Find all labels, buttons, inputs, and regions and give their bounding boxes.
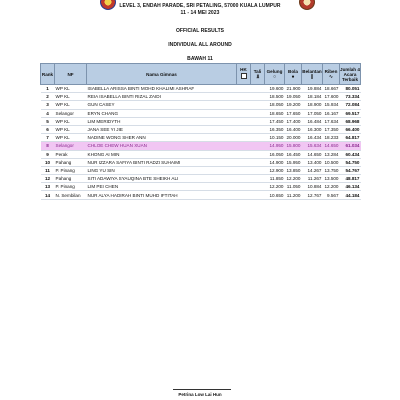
cell-rank: 13	[41, 183, 55, 191]
cell-empty	[251, 109, 265, 117]
cell-riben: 17.350	[324, 127, 339, 133]
cell-bola: 11.050	[285, 183, 302, 191]
cell-empty	[237, 134, 251, 142]
cell-nf: WP KL	[55, 134, 87, 142]
cell-name: GUN CASEY	[87, 101, 237, 109]
cell-nf: Selangor	[55, 142, 87, 150]
cell-empty	[251, 166, 265, 174]
cell-riben: 10.500	[324, 159, 339, 165]
cell-riben: 13.284	[324, 151, 339, 157]
col-tali-label: Tali	[253, 68, 262, 74]
signature-line	[173, 389, 231, 390]
cell-total: 72.084	[340, 101, 361, 109]
cell-name: SITI ADAWIYA SYAUQINA BTE SHEIKH ALI	[87, 175, 237, 183]
col-hk-label: HK	[240, 67, 247, 72]
cell-riben: 13.750	[324, 167, 339, 173]
cell-gelung: 16.350	[265, 125, 285, 133]
cell-empty	[237, 166, 251, 174]
cell-gelung: 16.050	[265, 150, 285, 158]
table-row	[41, 183, 361, 191]
cell-bola: 13.850	[286, 167, 301, 173]
cell-gelung: 10.150	[265, 134, 285, 142]
cell-total: 66.400	[340, 125, 361, 133]
cell-bola: 16.450	[286, 151, 301, 157]
cell-rank: 10	[41, 158, 55, 166]
cell-bola: 15.800	[286, 143, 301, 149]
cell-belantan: 17.050	[302, 109, 323, 117]
cell-empty	[237, 125, 251, 133]
category-title: BAWAH 11	[187, 56, 213, 62]
table-row	[41, 125, 361, 133]
table-row	[41, 93, 361, 101]
cell-nf: WP KL	[55, 117, 87, 125]
cell-bola: 12.200	[286, 176, 301, 182]
col-total-label-2: Acara	[343, 71, 357, 77]
table-row	[41, 101, 361, 109]
cell-gelung: 19.600	[265, 85, 285, 93]
col-tali	[251, 64, 265, 85]
cell-nf: Pahang	[55, 158, 87, 166]
col-hk	[237, 64, 251, 85]
cell-riben: 17.600	[324, 94, 339, 100]
cell-empty	[237, 117, 251, 125]
cell-name: LIM PEI CHEN	[87, 183, 237, 191]
cell-name: NUR ALYA HADIRAH BINTI MUHD IFTITAH	[87, 191, 237, 199]
cell-empty	[237, 93, 251, 101]
cell-rank: 12	[41, 175, 55, 183]
cell-name: KHONG AI MIN	[87, 150, 237, 158]
cell-gelung: 11.850	[265, 175, 285, 183]
col-bola	[285, 64, 302, 85]
cell-riben: 14.650	[324, 143, 339, 149]
col-total	[340, 64, 361, 85]
cell-rank: 6	[41, 125, 55, 133]
cell-belantan: 11.267	[302, 175, 323, 183]
cell-empty	[237, 183, 251, 191]
cell-nf: N. Sembilan	[55, 191, 87, 199]
cell-nf: WP KL	[55, 125, 87, 133]
cell-nf: WP KL	[55, 101, 87, 109]
cell-riben: 16.167	[324, 110, 339, 116]
table-row	[41, 191, 361, 199]
cell-riben: 17.634	[324, 118, 339, 124]
cell-bola: 19.200	[286, 102, 301, 108]
event-dates: 11 - 14 MEI 2023	[180, 10, 220, 16]
cell-empty	[251, 117, 265, 125]
col-rank: Rank	[41, 64, 55, 85]
cell-empty	[251, 134, 265, 142]
col-riben	[323, 64, 340, 85]
hoop-icon: ○	[272, 73, 277, 80]
event-title: INDIVIDUAL ALL AROUND	[168, 42, 232, 48]
cell-empty	[251, 93, 265, 101]
cell-rank: 3	[41, 101, 55, 109]
table-row	[41, 166, 361, 174]
cell-gelung: 18.500	[265, 93, 285, 101]
cell-belantan: 16.300	[302, 125, 323, 133]
cell-total: 73.334	[340, 93, 361, 101]
cell-rank: 9	[41, 150, 55, 158]
cell-riben: 18.667	[324, 86, 339, 92]
col-gelung-label: Gelung	[266, 68, 283, 74]
cell-nf: P. Pinang	[55, 183, 87, 191]
cell-name: ISABELLA ARISSA BINTI MOHD KHALIMI ASHRAF	[87, 85, 237, 93]
cell-belantan: 13.400	[302, 158, 323, 166]
cell-empty	[237, 142, 251, 150]
table-row	[41, 142, 361, 150]
cell-gelung: 12.200	[265, 183, 285, 191]
rope-icon: ⫫	[256, 73, 259, 80]
clubs-icon: ∥	[310, 73, 314, 80]
cell-name: CHLOE CHEW HUAN XUAN	[87, 142, 237, 150]
cell-rank: 1	[41, 85, 55, 93]
cell-rank: 8	[41, 142, 55, 150]
cell-empty	[251, 101, 265, 109]
cell-total: 44.184	[340, 191, 361, 199]
results-body	[41, 85, 361, 200]
cell-nf: P. Pinang	[55, 166, 87, 174]
cell-bola: 17.650	[286, 110, 301, 116]
cell-empty	[237, 150, 251, 158]
cell-total: 46.134	[340, 183, 361, 191]
cell-empty	[237, 158, 251, 166]
cell-bola: 21.900	[286, 86, 301, 92]
cell-name: NUR IZZARA SAFIYA BINTI RADZI SUHAIMI	[87, 158, 237, 166]
cell-gelung: 18.050	[265, 101, 285, 109]
ribbon-icon: ∿	[328, 73, 334, 80]
cell-rank: 7	[41, 134, 55, 142]
cell-belantan: 14.650	[302, 150, 323, 158]
col-riben-label: Riben	[324, 68, 338, 74]
table-header-row	[41, 64, 361, 85]
cell-bola: 17.400	[286, 118, 301, 124]
cell-total: 69.517	[340, 109, 361, 117]
cell-belantan: 15.634	[302, 142, 323, 150]
cell-name: LIM MERIDYTH	[87, 117, 237, 125]
cell-name: REIA ISABELLA BINTI RIZAL ZAIDI	[87, 93, 237, 101]
cell-total: 80.051	[340, 85, 361, 93]
col-gelung	[265, 64, 285, 85]
cell-empty	[251, 125, 265, 133]
cell-riben: 15.934	[324, 102, 339, 108]
cell-belantan: 18.184	[302, 93, 323, 101]
cell-empty	[237, 109, 251, 117]
cell-belantan: 18.900	[302, 101, 323, 109]
cell-gelung: 14.950	[265, 142, 285, 150]
cell-belantan: 16.484	[302, 117, 323, 125]
cell-riben: 18.233	[324, 135, 339, 141]
table-row	[41, 134, 361, 142]
cell-nf: WP KL	[55, 85, 87, 93]
cell-rank: 11	[41, 166, 55, 174]
cell-riben: 13.500	[324, 176, 339, 182]
cell-bola: 15.950	[286, 159, 301, 165]
cell-empty	[251, 150, 265, 158]
cell-bola: 20.000	[286, 135, 301, 141]
official-results-title: OFFICIAL RESULTS	[175, 28, 225, 34]
cell-empty	[251, 158, 265, 166]
cell-belantan: 16.434	[302, 134, 323, 142]
cell-gelung: 12.900	[265, 166, 285, 174]
cell-total: 54.767	[340, 166, 361, 174]
cell-name: ERYN CHANG	[87, 109, 237, 117]
col-belantan-label: Belantan	[302, 68, 322, 74]
cell-empty	[251, 191, 265, 199]
table-row	[41, 109, 361, 117]
cell-total: 54.750	[340, 158, 361, 166]
cell-empty	[251, 142, 265, 150]
signatory-name: Petrina Low Lai Hun	[178, 392, 222, 397]
cell-belantan: 12.767	[302, 191, 323, 199]
cell-belantan: 19.884	[302, 85, 323, 93]
col-total-label-1: Jumlah 4	[340, 66, 360, 72]
cell-empty	[251, 183, 265, 191]
cell-bola: 16.400	[286, 127, 301, 133]
col-bola-label: Bola	[288, 68, 298, 74]
cell-total: 64.817	[340, 134, 361, 142]
cell-name: LING YU SIN	[87, 166, 237, 174]
cell-empty	[237, 85, 251, 93]
cell-empty	[237, 175, 251, 183]
cell-gelung: 18.650	[265, 109, 285, 117]
cell-belantan: 10.884	[302, 183, 323, 191]
cell-total: 60.434	[340, 150, 361, 158]
cell-gelung: 17.450	[265, 117, 285, 125]
cell-empty	[251, 85, 265, 93]
cell-rank: 5	[41, 117, 55, 125]
cell-name: JANA SEE YI JIE	[87, 125, 237, 133]
cell-riben: 9.567	[323, 191, 340, 199]
square-box-icon	[237, 73, 250, 81]
results-table	[40, 63, 361, 200]
cell-bola: 11.200	[285, 191, 302, 199]
table-row	[41, 158, 361, 166]
cell-name: NADINE WONG SHER ANN	[87, 134, 237, 142]
cell-rank: 4	[41, 109, 55, 117]
cell-nf: Pahang	[55, 175, 87, 183]
cell-empty	[237, 101, 251, 109]
ball-icon: ●	[291, 73, 295, 80]
col-total-label-3: Terbaik	[342, 76, 358, 82]
table-row	[41, 150, 361, 158]
col-belantan	[302, 64, 323, 85]
table-row	[41, 85, 361, 93]
cell-total: 68.968	[340, 117, 361, 125]
cell-nf: Perak	[55, 150, 87, 158]
cell-gelung: 14.900	[265, 158, 285, 166]
cell-empty	[237, 191, 251, 199]
cell-rank: 2	[41, 93, 55, 101]
cell-rank: 14	[41, 191, 55, 199]
cell-belantan: 14.267	[302, 166, 323, 174]
col-name: Nama Gimnas	[87, 64, 237, 85]
cell-total: 61.034	[340, 142, 361, 150]
table-row	[41, 117, 361, 125]
cell-riben: 12.200	[324, 184, 339, 190]
cell-nf: WP KL	[55, 93, 87, 101]
cell-bola: 19.050	[286, 94, 301, 100]
cell-nf: Selangor	[55, 109, 87, 117]
col-nf: NF	[55, 64, 87, 85]
table-row	[41, 175, 361, 183]
cell-empty	[251, 175, 265, 183]
cell-total: 48.817	[340, 175, 361, 183]
cell-gelung: 10.650	[265, 191, 285, 199]
venue-address: LEVEL 3, ENDAH PARADE, SRI PETALING, 57000 KUALA LUMPUR	[119, 3, 281, 9]
